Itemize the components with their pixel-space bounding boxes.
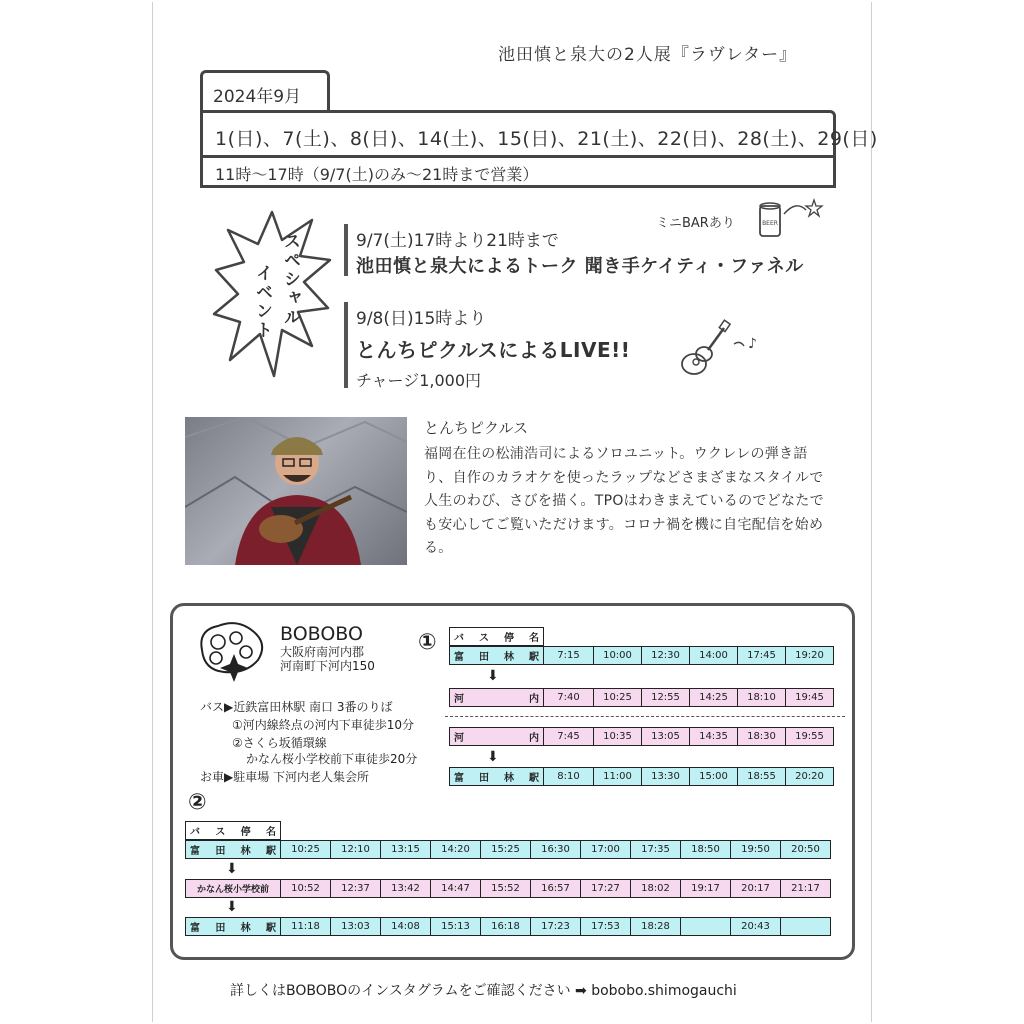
bus-time: 15:25: [481, 841, 531, 859]
departure-time: 14:35: [690, 728, 738, 746]
departure-time: 19:20: [786, 647, 834, 665]
event2-datetime: 9/8(日)15時より: [356, 309, 487, 329]
bus-stop-name: 富田林駅: [186, 918, 281, 936]
down-arrow-icon: ⬇: [226, 861, 238, 877]
arrival-time: 8:10: [544, 768, 594, 786]
departure-time: 10:00: [594, 647, 642, 665]
bus-stop-name: 富田林駅: [186, 841, 281, 859]
bus-time: 21:17: [781, 880, 831, 898]
timetable2-marker: ②: [188, 790, 207, 815]
timetable1-row: [449, 767, 834, 786]
bus-time: 19:17: [681, 880, 731, 898]
bus-time: 17:00: [581, 841, 631, 859]
bus-time: 12:37: [331, 880, 381, 898]
departure-time: 12:30: [642, 647, 690, 665]
bus-stop-name: かなん桜小学校前: [186, 880, 281, 898]
bus-time: 18:50: [681, 841, 731, 859]
departure-time: 19:55: [786, 728, 834, 746]
timetable1-header: [449, 627, 544, 646]
special-event-label: [232, 226, 312, 366]
svg-text:♪: ♪: [748, 336, 757, 352]
event2-bar: [344, 302, 348, 388]
beer-can-icon: [754, 198, 826, 240]
bus-time: 18:28: [631, 918, 681, 936]
event1-datetime: 9/7(土)17時より21時まで: [356, 231, 559, 251]
ukulele-icon: [676, 318, 760, 380]
artist-photo: [185, 417, 407, 565]
route2-directions: ②さくら坂循環線: [232, 736, 327, 750]
timetable1-header-label: バス停名: [450, 628, 544, 646]
down-arrow-icon: ⬇: [226, 899, 238, 915]
arrival-time: 19:45: [786, 689, 834, 707]
bus-time: 12:10: [331, 841, 381, 859]
arrival-time: 18:55: [738, 768, 786, 786]
bus-time: 17:23: [531, 918, 581, 936]
venue-name: BOBOBO: [280, 623, 363, 645]
bus-time: 11:18: [281, 918, 331, 936]
arrival-time: 20:20: [786, 768, 834, 786]
special-event-label-line1: スペシャル: [280, 232, 300, 327]
departure-time: 7:45: [544, 728, 594, 746]
arrival-time: 7:40: [544, 689, 594, 707]
bus-time: 17:35: [631, 841, 681, 859]
bobobo-logo: [194, 620, 268, 682]
route2-stop: かなん桜小学校前下車徒歩20分: [246, 752, 418, 766]
bus-time: [781, 918, 831, 936]
bus-stop-name: 河内: [450, 689, 544, 707]
venue-address: [280, 645, 375, 673]
departure-time: 10:35: [594, 728, 642, 746]
artist-illustration: [185, 417, 407, 565]
down-arrow-icon: ⬇: [487, 668, 499, 684]
bus-time: 15:13: [431, 918, 481, 936]
timetable1-row: [449, 727, 834, 746]
departure-time: 14:00: [690, 647, 738, 665]
bus-time: 14:08: [381, 918, 431, 936]
departure-time: 17:45: [738, 647, 786, 665]
event1-title: 池田慎と泉大によるトーク 聞き手ケイティ・ファネル: [356, 256, 804, 277]
artist-description: 福岡在住の松浦浩司によるソロユニット。ウクレレの弾き語り、自作のカラオケを使ったラップなどさまざまなスタイルで人生のわび、さびを描く。TPOはわきまえているのでどなたでも安心してご覧いただけます。コロナ禍を機に自宅配信を始める。: [424, 446, 824, 556]
special-event-label-line2: イベント: [252, 264, 272, 340]
event1-note: ミニBARあり: [656, 216, 735, 231]
timetable1-row: [449, 688, 834, 707]
venue-address-line1: 大阪府南河内郡: [280, 645, 365, 659]
departure-time: 7:15: [544, 647, 594, 665]
bus-time: 20:50: [781, 841, 831, 859]
car-directions: お車▶駐車場 下河内老人集会所: [200, 770, 370, 784]
timetable1-row: [449, 646, 834, 665]
year-month: 2024年9月: [200, 70, 330, 110]
arrival-time: 15:00: [690, 768, 738, 786]
bus-time: 14:47: [431, 880, 481, 898]
bus-time: 17:53: [581, 918, 631, 936]
timetable1-marker: ①: [418, 630, 437, 655]
timetable2-header-label: バス停名: [186, 822, 281, 840]
bus-time: 19:50: [731, 841, 781, 859]
open-hours: 11時〜17時（9/7(土)のみ〜21時まで営業）: [200, 158, 836, 188]
beer-can-label: BEER: [762, 220, 778, 227]
instagram-note: 詳しくはBOBOBOのインスタグラムをご確認ください ➡ bobobo.shimogauchi: [230, 983, 737, 999]
bus-time: 10:25: [281, 841, 331, 859]
bus-time: 16:18: [481, 918, 531, 936]
bus-time: 17:27: [581, 880, 631, 898]
departure-time: 13:05: [642, 728, 690, 746]
departure-time: 18:30: [738, 728, 786, 746]
bus-stop-name: 富田林駅: [450, 647, 544, 665]
bus-stop-name: 河内: [450, 728, 544, 746]
bus-time: 13:03: [331, 918, 381, 936]
arrival-time: 13:30: [642, 768, 690, 786]
artist-name: とんちピクルス: [424, 419, 529, 437]
bus-time: 20:43: [731, 918, 781, 936]
event1-bar: [344, 224, 348, 276]
route1-directions: ①河内線終点の河内下車徒歩10分: [232, 718, 415, 732]
bus-stop-name: 富田林駅: [450, 768, 544, 786]
bus-time: 16:57: [531, 880, 581, 898]
bus-time: 15:52: [481, 880, 531, 898]
timetable2-header: [185, 821, 281, 840]
event2-charge: チャージ1,000円: [356, 371, 482, 390]
bus-time: 16:30: [531, 841, 581, 859]
event2-title: とんちピクルスによるLIVE!!: [356, 338, 631, 362]
open-days: 1(日)、7(土)、8(日)、14(土)、15(日)、21(土)、22(日)、28(土)、29(日): [200, 110, 836, 158]
down-arrow-icon: ⬇: [487, 749, 499, 765]
venue-address-line2: 河南町下河内150: [280, 659, 375, 673]
bus-time: 10:52: [281, 880, 331, 898]
date-box: [200, 70, 878, 188]
bus-time: 18:02: [631, 880, 681, 898]
timetable1-divider: [445, 716, 845, 717]
bus-time: 13:15: [381, 841, 431, 859]
arrival-time: 11:00: [594, 768, 642, 786]
timetable2-row: [185, 879, 831, 898]
exhibition-title: 池田慎と泉大の2人展『ラヴレター』: [498, 45, 798, 65]
bus-time: 14:20: [431, 841, 481, 859]
arrival-time: 12:55: [642, 689, 690, 707]
bus-directions: バス▶近鉄富田林駅 南口 3番のりば: [200, 700, 393, 714]
bus-time: 20:17: [731, 880, 781, 898]
arrival-time: 10:25: [594, 689, 642, 707]
timetable2-row: [185, 840, 831, 859]
bus-time: 13:42: [381, 880, 431, 898]
timetable2-row: [185, 917, 831, 936]
bus-time: [681, 918, 731, 936]
arrival-time: 14:25: [690, 689, 738, 707]
arrival-time: 18:10: [738, 689, 786, 707]
